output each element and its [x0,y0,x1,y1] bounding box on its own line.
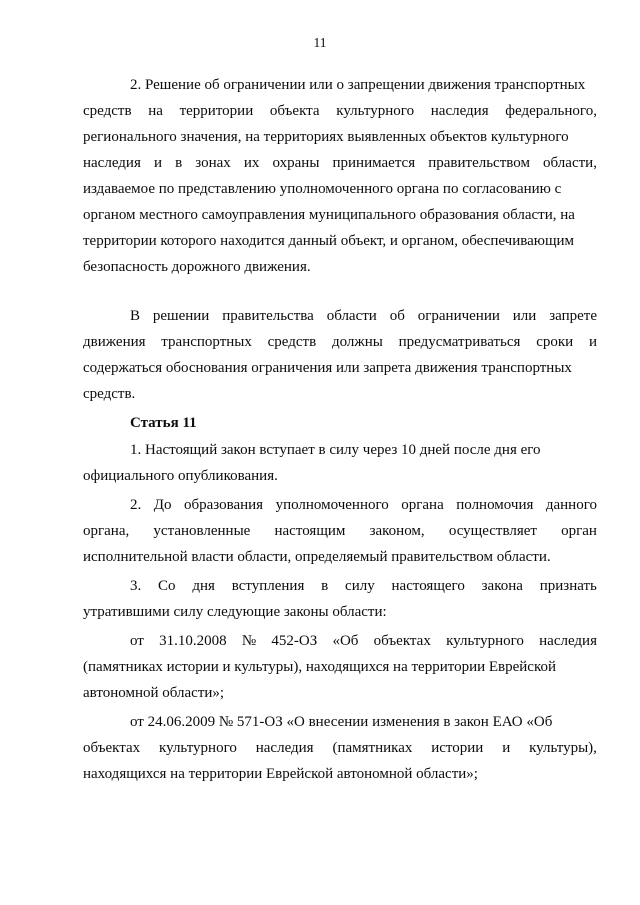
page-number: 11 [313,35,327,50]
text-line: содержаться обоснования ограничения или запрета движения транспортных [83,360,572,376]
text-line: безопасность дорожного движения. [83,259,311,275]
text-line: от 31.10.2008 № 452-ОЗ «Об объектах культурного наследия [130,633,597,649]
article-title: Статья 11 [130,415,197,431]
text-line: средств. [83,386,136,402]
text-line: 1. Настоящий закон вступает в силу через 10 дней после дня его [130,442,541,458]
text-line: от 24.06.2009 № 571-ОЗ «О внесении изменения в закон ЕАО «Об [130,714,553,730]
text-line: утратившими силу следующие законы области: [83,604,387,620]
text-line: объектах культурного наследия (памятниках истории и культуры), [83,740,597,756]
text-line: (памятниках истории и культуры), находящихся на территории Еврейской [83,659,557,675]
text-line: органом местного самоуправления муниципального образования области, на [83,207,575,223]
text-line: 2. До образования уполномоченного органа полномочия данного [130,497,597,513]
text-line: средств на территории объекта культурного наследия федерального, [83,103,597,119]
text-line: движения транспортных средств должны предусматриваться сроки и [83,334,597,350]
text-line: автономной области»; [83,685,225,701]
text-line: наследия и в зонах их охраны принимается правительством области, [83,155,597,171]
text-line: территории которого находится данный объект, и органом, обеспечивающим [83,233,575,249]
text-line: В решении правительства области об ограничении или запрете [130,308,597,324]
text-line: 2. Решение об ограничении или о запрещении движения транспортных [130,77,586,93]
text-line: исполнительной власти области, определяемый правительством области. [83,549,551,565]
text-line: находящихся на территории Еврейской автономной области»; [83,766,478,782]
text-line: органа, установленные настоящим законом, осуществляет орган [83,523,597,539]
text-line: официального опубликования. [83,468,278,484]
text-line: издаваемое по представлению уполномоченного органа по согласованию с [83,181,562,197]
text-line: 3. Со дня вступления в силу настоящего закона признать [130,578,597,594]
text-line: регионального значения, на территориях выявленных объектов культурного [83,129,569,145]
